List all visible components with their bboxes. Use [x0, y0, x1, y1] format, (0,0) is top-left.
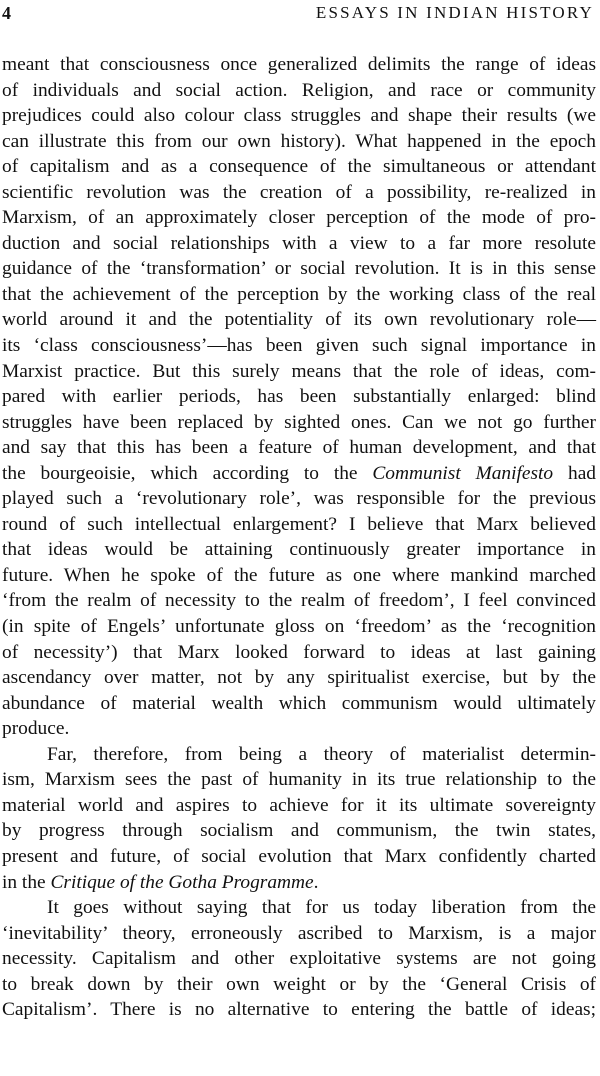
text-line: future. When he spoke of the future as one where mankind marched — [2, 564, 596, 586]
running-title: ESSAYS IN INDIAN HISTORY — [315, 3, 594, 22]
text-line: pared with earlier periods, has been substantially enlarged: blind — [2, 386, 596, 408]
text-line: that the achievement of the perception by the working class of the real — [2, 283, 596, 305]
text-line: ascendancy over matter, not by any spiritualist exercise, but by the — [2, 667, 596, 689]
book-title: Critique of the Gotha Programme — [50, 871, 314, 893]
text-line: duction and social relationships with a view to a far more resolute — [2, 232, 596, 254]
text-line: world around it and the potentiality of its own revolutionary role— — [2, 309, 596, 331]
text-line: produce. — [2, 718, 70, 740]
text-line: and say that this has been a feature of human development, and that — [2, 437, 596, 459]
text-line: of capitalism and as a consequence of the simultaneous or attendant — [2, 156, 596, 178]
text-line: the bourgeoisie, which according to the Communist Manifesto had — [2, 462, 596, 484]
text-line: Marxist practice. But this surely means that the role of ideas, com- — [2, 360, 596, 382]
text-line: its ‘class consciousness’—has been given such signal importance in — [2, 335, 596, 357]
text-line: in the Critique of the Gotha Programme. — [2, 871, 319, 893]
book-title: Communist Manifesto — [372, 462, 554, 484]
paragraph-first-line: It goes without saying that for us today liberation from the — [47, 897, 596, 919]
text-line: necessity. Capitalism and other exploitative systems are not going — [2, 948, 596, 970]
text-line: Marxism, of an approximately closer perception of the mode of pro- — [2, 207, 596, 229]
text-line: can illustrate this from our own history). What happened in the epoch — [2, 130, 596, 152]
text-line: of necessity’) that Marx looked forward to ideas at last gaining — [2, 641, 596, 663]
text-line: of individuals and social action. Religion, and race or community — [2, 79, 596, 101]
text-line: meant that consciousness once generalized delimits the range of ideas — [2, 54, 596, 75]
text-line: Capitalism’. There is no alternative to entering the battle of ideas; — [2, 999, 596, 1021]
text-line: ‘from the realm of necessity to the realm of freedom’, I feel convinced — [2, 590, 596, 612]
text-line: prejudices could also colour class struggles and shape their results (we — [2, 105, 596, 127]
text-line: round of such intellectual enlargement? I believe that Marx believed — [2, 513, 596, 535]
text-line: played such a ‘revolutionary role’, was responsible for the previous — [2, 488, 596, 510]
running-head — [0, 2, 600, 24]
text-line: to break down by their own weight or by the ‘General Crisis of — [2, 973, 596, 995]
body-text — [2, 52, 596, 1023]
text-line: material world and aspires to achieve for it its ultimate sovereignty — [2, 794, 596, 816]
text-line: struggles have been replaced by sighted ones. Can we not go further — [2, 411, 596, 433]
text-line: by progress through socialism and communism, the twin states, — [2, 820, 596, 842]
text-line: that ideas would be attaining continuously greater importance in — [2, 539, 596, 561]
text-line: abundance of material wealth which communism would ultimately — [2, 692, 596, 714]
text-line: (in spite of Engels’ unfortunate gloss on ‘freedom’ as the ‘recognition — [2, 616, 596, 638]
paragraph-first-line: Far, therefore, from being a theory of materialist determin- — [47, 743, 596, 765]
text-line: scientific revolution was the creation of a possibility, re-realized in — [2, 181, 596, 203]
text-line: present and future, of social evolution that Marx confidently charted — [2, 845, 596, 867]
text-line: ‘inevitability’ theory, erroneously ascribed to Marxism, is a major — [2, 922, 596, 944]
page-number: 4 — [2, 3, 11, 23]
text-line: guidance of the ‘transformation’ or social revolution. It is in this sense — [2, 258, 596, 280]
text-line: ism, Marxism sees the past of humanity in its true relationship to the — [2, 769, 596, 791]
